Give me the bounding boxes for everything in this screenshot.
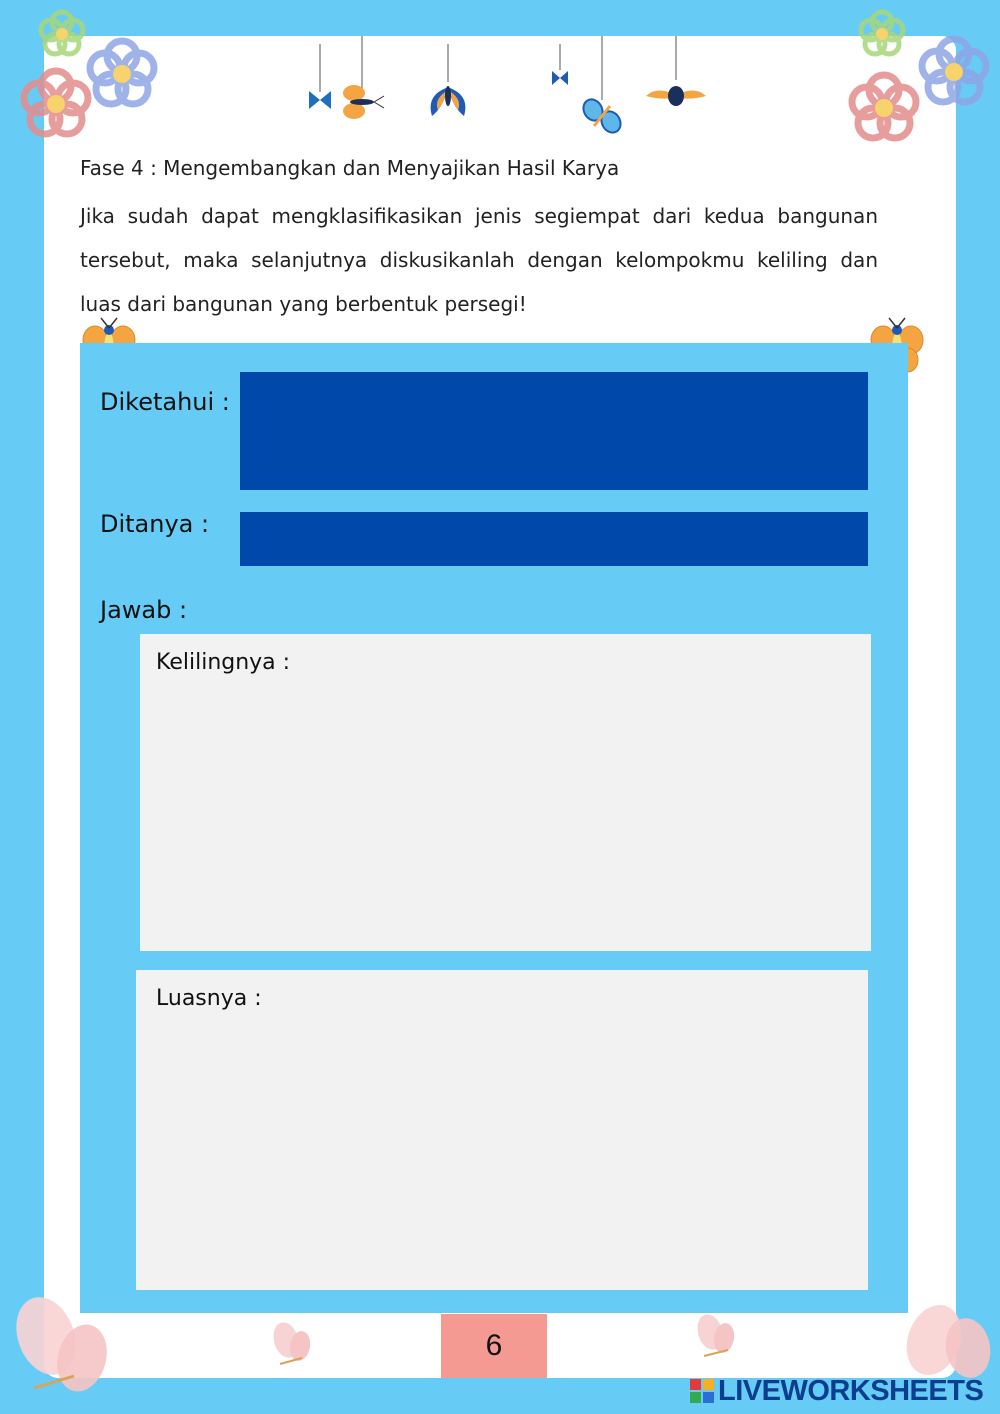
butterfly-icon	[309, 91, 331, 109]
liveworksheets-logo	[690, 1374, 983, 1408]
flower-icon	[24, 71, 88, 134]
flower-cluster-top-right	[836, 4, 996, 154]
brand-text: LIVEWORKSHEETS	[718, 1374, 984, 1407]
page-number: 6	[441, 1314, 547, 1378]
butterfly-icon	[894, 1300, 998, 1380]
hanging-insects	[300, 30, 720, 142]
moth-icon	[343, 85, 384, 119]
area-answer-box[interactable]	[136, 970, 868, 1290]
asked-label: Ditanya :	[100, 510, 210, 538]
butterfly-icon	[552, 71, 568, 85]
phase-heading: Fase 4 : Mengembangkan dan Menyajikan Hasil Karya	[80, 156, 620, 180]
known-label: Diketahui :	[100, 388, 230, 416]
moth-icon	[646, 86, 706, 106]
butterfly-icon	[688, 1310, 744, 1366]
butterfly-icon	[580, 96, 625, 136]
butterfly-icon	[4, 1296, 114, 1406]
instruction-text: Jika sudah dapat mengklasifikasikan jenis segiempat dari kedua bangunan tersebut, maka selanjutnya diskusikanlah dengan kelompokmu keliling dan luas dari bangunan yang berbentuk persegi!	[80, 204, 878, 316]
flower-cluster-top-left	[10, 4, 170, 154]
area-label: Luasnya :	[156, 986, 262, 1011]
perimeter-answer-box[interactable]	[140, 634, 871, 951]
answer-label: Jawab :	[100, 596, 188, 624]
moth-icon	[431, 86, 466, 116]
liveworksheets-mark-icon	[690, 1379, 714, 1403]
flower-icon	[861, 12, 903, 54]
known-input[interactable]	[240, 372, 868, 490]
butterfly-icon	[266, 1318, 318, 1372]
asked-input[interactable]	[240, 512, 868, 566]
flower-icon	[852, 75, 916, 138]
perimeter-label: Kelilingnya :	[156, 650, 291, 675]
flower-icon	[41, 12, 83, 54]
flower-icon	[922, 39, 986, 102]
flower-icon	[90, 41, 154, 104]
